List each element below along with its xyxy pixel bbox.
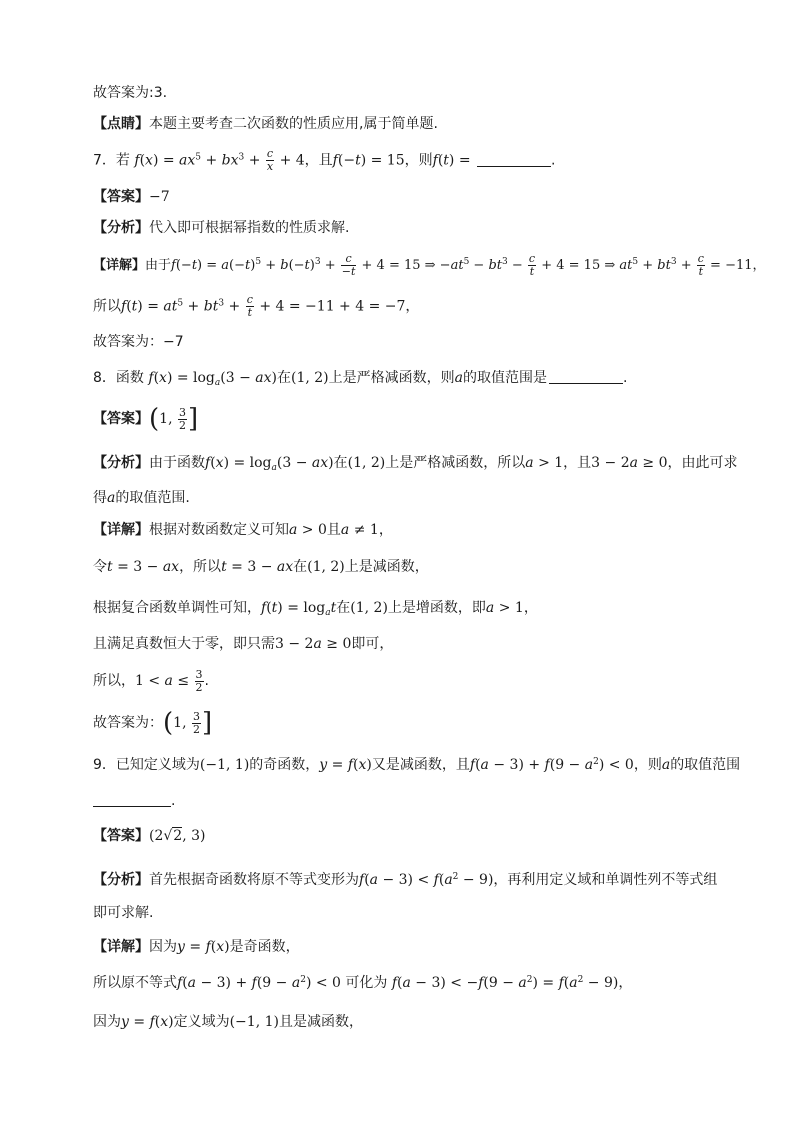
detail-tag: 【详解】	[93, 258, 146, 273]
text: 故答案为：−7	[93, 334, 184, 350]
text: 由于	[145, 258, 172, 273]
remark-tag: 【点睛】	[93, 116, 149, 132]
detail-9-line2: 所以原不等式$f(a - 3) + f(9 - a^2) < 0$ 可化为 $f(a - 3) < -f(9 - a^2) = f(a^2 - 9)$，	[93, 975, 633, 991]
detail-7: 【详解】由于$f(-t) = a(-t)^5 + b(-t)^3$ + $\frac{c}{-t}$ + 4 = 15 ⇒ $-at^5 - bt^3$ − $\frac{c}{t}$ + 4 = 15 ⇒ $at^5 + bt^3$ + $\frac{c}{t}$ = −11，	[93, 252, 766, 278]
analysis-8: 【分析】由于函数$f(x) = \log_a(3 - ax)$在(1, 2)上是严格减函数，所以a > 1，且3 − 2a ≥ 0，由此可求	[93, 455, 738, 473]
text: 因为	[93, 1014, 121, 1030]
text: 因为	[149, 939, 177, 955]
question-7: 7．若 $f(x) = ax^5 + bx^3$ + $\frac{c}{x}$ + 4，且f(−t) = 15，则f(t) = .	[93, 147, 556, 173]
text: ，且	[563, 455, 592, 471]
analysis-9-line2	[93, 902, 714, 924]
question-number: 7．若	[93, 152, 130, 169]
question-number: 8．函数	[93, 370, 144, 386]
analysis-8-line2: 得a的取值范围.	[93, 490, 190, 506]
answer-tag: 【答案】	[93, 411, 149, 427]
detail-8-line5: 所以，1 < a ≤ $\frac{3}{2}$ .	[93, 667, 209, 694]
text: ，则	[404, 152, 433, 169]
text: 且是减函数，	[278, 1014, 363, 1030]
text: 所以，	[93, 673, 135, 689]
text: 上是严格减函数，则	[328, 370, 455, 386]
text: ，	[752, 258, 766, 273]
text: 又是减函数，且	[371, 757, 470, 773]
text: 在	[333, 455, 348, 471]
answer-9: 【答案】(2√2, 3)	[93, 828, 206, 844]
question-9: 9．已知定义域为(−1, 1)的奇函数，y = f(x)又是减函数，且$f(a - 3) + f(9 - a^2) < 0$，则a的取值范围	[93, 757, 741, 773]
text: 故答案为：	[93, 715, 163, 731]
analysis-tag: 【分析】	[93, 872, 149, 888]
text: .	[171, 793, 176, 809]
answer-tag: 【答案】	[93, 189, 149, 205]
text: .	[551, 152, 556, 169]
text: 即可求解.	[93, 905, 154, 921]
final-7	[93, 331, 714, 353]
text: .	[204, 673, 209, 689]
text: 得	[93, 490, 107, 506]
text: 且	[326, 522, 341, 538]
answer-line-prev	[93, 82, 714, 104]
text: ，且	[304, 152, 333, 169]
detail-8-line6: 故答案为：(1, $\frac{3}{2}$ ]	[93, 708, 213, 738]
text: 在	[336, 600, 351, 616]
text: 在	[293, 559, 308, 575]
answer-value: −7	[149, 189, 170, 205]
text: ，由此可求	[667, 455, 738, 471]
detail-8-line2: 令t = 3 − ax，所以t = 3 − ax在(1, 2)上是减函数，	[93, 559, 429, 575]
text: .	[623, 370, 628, 386]
text: 且满足真数恒大于零，即只需	[93, 636, 275, 652]
text: 由于函数	[149, 455, 205, 471]
detail-7-line2: 所以$f(t) = at^5 + bt^3$ + $\frac{c}{t}$ + 4 = −11 + 4 = −7，	[93, 293, 420, 319]
text: 的取值范围.	[115, 490, 190, 506]
answer-blank	[549, 369, 623, 384]
answer-8: 【答案】(1, $\frac{3}{2}$ ]	[93, 404, 199, 434]
text: 是奇函数，	[229, 939, 300, 955]
detail-tag: 【详解】	[93, 522, 149, 538]
text: 上是严格减函数，所以	[385, 455, 526, 471]
analysis-7	[93, 217, 714, 239]
analysis-tag: 【分析】	[93, 220, 149, 236]
text: 令	[93, 559, 107, 575]
text: 的取值范围是	[463, 370, 547, 386]
remark-line	[93, 113, 714, 135]
question-9-line2	[93, 790, 714, 812]
text: 根据对数函数定义可知	[149, 522, 289, 538]
text: ，所以	[179, 559, 222, 575]
text: 代入即可根据幂指数的性质求解.	[149, 220, 350, 236]
detail-8: 【详解】根据对数函数定义可知a > 0且a ≠ 1，	[93, 522, 393, 538]
text: ，再利用定义域和单调性列不等式组	[493, 872, 718, 888]
text: 在	[277, 370, 291, 386]
text: 可化为	[345, 975, 388, 991]
text: 定义域为	[173, 1014, 230, 1030]
text: 上是减函数，	[344, 559, 429, 575]
text: 故答案为:3.	[93, 85, 168, 101]
detail-9: 【详解】因为y = f(x)是奇函数，	[93, 939, 300, 955]
text: 即可，	[351, 636, 394, 652]
text: ，	[405, 298, 420, 315]
text: 的取值范围	[670, 757, 741, 773]
text: 根据复合函数单调性可知，	[93, 600, 261, 616]
text: 所以原不等式	[93, 975, 177, 991]
text: 上是增函数，即	[387, 600, 486, 616]
answer-blank	[477, 152, 551, 167]
analysis-9: 【分析】首先根据奇函数将原不等式变形为$f(a - 3) < f(a^2 - 9)$，再利用定义域和单调性列不等式组	[93, 872, 718, 888]
text: 本题主要考查二次函数的性质应用,属于简单题.	[149, 116, 438, 132]
analysis-tag: 【分析】	[93, 455, 149, 471]
text: ，	[378, 522, 393, 538]
question-number: 9．已知定义域为	[93, 757, 200, 773]
answer-blank	[93, 792, 171, 807]
text: 的奇函数，	[249, 757, 320, 773]
text: 首先根据奇函数将原不等式变形为	[149, 872, 359, 888]
question-8: 8．函数 $f(x) = \log_a(3 - ax)$在(1, 2)上是严格减函数，则a的取值范围是 .	[93, 370, 628, 388]
text: ，则	[633, 757, 662, 773]
text: ，	[618, 975, 633, 991]
detail-8-line3: 根据复合函数单调性可知，$f(t) = \log_at$在(1, 2)上是增函数，即a > 1，	[93, 600, 538, 618]
answer-7	[93, 186, 714, 208]
text: ，	[523, 600, 538, 616]
answer-tag: 【答案】	[93, 828, 149, 844]
detail-8-line4: 且满足真数恒大于零，即只需3 − 2a ≥ 0即可，	[93, 636, 394, 652]
text: 所以	[93, 298, 121, 315]
detail-9-line3: 因为y = f(x)定义域为(−1, 1)且是减函数，	[93, 1014, 363, 1030]
detail-tag: 【详解】	[93, 939, 149, 955]
